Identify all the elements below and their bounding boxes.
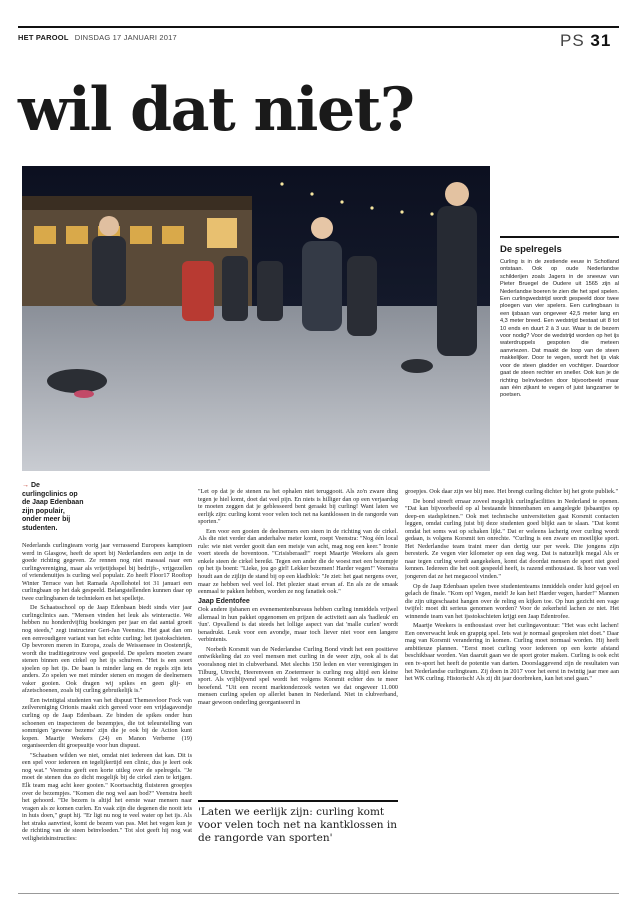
page-number: 31 <box>590 31 612 50</box>
sidebar-rule <box>500 236 619 238</box>
sidebar-title: De spelregels <box>500 244 562 255</box>
footer-rule <box>18 893 619 894</box>
masthead <box>18 33 177 42</box>
paragraph: Een twintigtal studenten van het dispuut Themesvloor Fock van zeilvereniging Orionis maakt zich gereed voor een vrijdagavondje curling op de Jaap Edenbaan. Ze binden de spikes onder hun schoenen en inspecteren de bezempjes, die tot teleurstelling van sommigen 'gewone bezems' zijn die je ook bij de Action kunt kopen. Maartje Weekers (24) en Manon Verberne (19) organiseerden dit groepsuitje voor hun dispuut. <box>22 696 192 750</box>
section-code: PS <box>560 31 585 50</box>
paragraph: De bond streeft ernaar zoveel mogelijk curlingfacilities in Nederland te openen. "Dat kan bijvoorbeeld op al bestaande binnenbanen en aangelegde ijsbaantjes op deep-en stadspleinen." Ook met technische universiteiten gaat Korsmit contacten leggen, omdat curling juist bij deze studenten goed blijkt aan te slaan. "Dat komt omdat het soms wat op schaken lijkt." Dat er weleens lacherig over curling wordt gedaan, is volgens Korsmit ten onrechte. "Curling is een zware en moeilijke sport. Het Nederlandse team traint meer dan dertig uur per week. Die jongens zijn beresterk. Ze vegen vier kilometer op een dag weg. Dat is natuurlijk megal Als er naar tegen curling wordt aangekeken, komt dat doordat mensen de sport niet goed kennen. Iedereen die het ooit gespeeld heeft, is razend enthousiast. Ik hoor van veel jongeren dat ze het megacool vinden." <box>405 497 619 581</box>
rules-sidebar <box>500 236 619 400</box>
paragraph: Ook andere ijsbanen en evenementenbureaus hebben curling inmiddels vrijwel allemaal in hun pakket opgenomen en prijzen de activiteit aan als 'hadleuk' en 'fun'. Opvallend is dat steeds het lollige aspect van dat 'malle curlen' wordt benadrukt. Leuk voor een avondje, maar toch liever niet voor een langere verbintenis. <box>198 606 398 644</box>
paper-name: HET PAROOL <box>18 33 69 42</box>
caption-text: De curlingclinics op de Jaap Edenbaan zijn populair, onder meer bij studenten. <box>22 482 84 532</box>
article-column-1 <box>22 542 192 878</box>
issue-date: DINSDAG 17 JANUARI 2017 <box>74 33 177 42</box>
curling-photo <box>22 166 490 471</box>
paragraph: Op de Jaap Edenbaan spelen twee studententeams inmiddels onder luid gejoel en gelach de finale. "Kom op! Vegen, meid! Je kan het! Harder vegen, harder!" Mannen die zijn uitgeschaatst hangen over de reling en kijken toe. Op hun gezicht een vage twijfel: moet dit serieus genomen worden? Voor de zekerheid lachen ze niet. Het winnende team van het ijsstokschieten krijgt een Jaap Edentrofee. <box>405 582 619 620</box>
subheading: Jaap Edentofee <box>198 597 250 605</box>
sidebar-text: Curling is in de zestiende eeuw in Schotland ontstaan. Ook op oude Nederlandse schilderijen zoals Jagers in de sneeuw van Pieter Bruegel de Oudere uit 1565 zijn al Nederlandse boeren te zien die het spel spelen. Een curlingwedstrijd wordt gespeeld door twee ploegen van vier spelers. Een curlingbaan is een ijsbaan van ongeveer 42,5 meter lang en 4,3 meter breed. Een wedstrijd bestaat uit 8 tot 10 ends en duurt 2 à 3 uur. Waar is de bezem voor nodig? Voor de wedstrijd worden op het ijs waterdruppels gespoten die meteen aanvriezen. Dat maakt de loop van de steen makkelijker. Door te vegen, wordt het ijs vlak voor de steen gladder en vochtiger. Daardoor gaat de steen rechter en sneller. Ook kun je de richting beïnvloeden door bijvoorbeeld maar aan één zijkant te vegen of juist langzamer te poetsen. <box>500 259 619 399</box>
curling-photo-illustration <box>22 166 490 471</box>
header-rule <box>18 26 619 28</box>
photo-caption <box>22 482 84 534</box>
caption-arrow-icon: → <box>22 482 29 489</box>
article-column-3 <box>405 488 619 872</box>
headline: wil dat niet? <box>18 75 414 145</box>
paragraph: De Schaatsschool op de Jaap Edenbaan biedt sinds vier jaar curlingclinics aan. "Mensen vinden het leuk als winteractie. We hebben nu honderdvijftig boekingen per jaar en dat aantal groeit nog steeds," zegt instructeur Gert-Jan Veenstra. Het gaat dan om een eenvoudigere variant van het echte curling: het ijsstokschieten. Op bevroren meren in Europa, zoals de Weissensee in Oostenrijk, wordt die traditiegetrouw veel gespeeld. De spelers moeten zware stenen binnen een cirkel op het ijs schuiven. "Het is een soort sjoelen op het ijs. De baan is minder lang en de regels zijn iets anders. Zo spelen we met minder stenen en mogen de deelnemers vaker gooien. Ook dragen wij spikes en geen glij- en afzetschoenen, zoals bij curling gebruikelijk is." <box>22 604 192 695</box>
paragraph: Nederlands curlingteam vorig jaar verrassend Europees kampioen werd in Glasgow, heeft de sport bij Nederlanders een zetje in de goede richting gegeven. Ze rennen nog niet massaal naar een curlingvereniging, maar als vrijetijdsspel bij bedrijfs-, vrijgezellen of vriendenuitjes is curling wel populair. Zo heeft Floor17 Rooftop Winter Terrace van het Ramada Apollohotel tot 31 januari een curlingbaan op het dak gespeeld. Belangstellenden kunnen daar op twee curlingbanen de technieken en het spelletje. <box>22 542 192 602</box>
paragraph: Maartje Weekers is enthousiast over het curlingavontuur: "Het was echt lachen! Een onverwacht leuk en grappig spel. Iets wat je normaal gesproken niet doet." Daar mag van Korsmit verandering in komen. Curling moet normaal worden. Hij heeft ambitieuze plannen. "Eerst moet curling voor iedereen op een korte afstand beschikbaar worden. Van daaruit gaan we de sport groter maken. Curling is ook echt een tv-sport het heeft de potentie van darten. Doorslaggevend zijn de resultaten van het Nederlandse curlingteam. Zij doen in 2017 voor het eerst in twintig jaar mee aan het WK curling. Historisch! Als zij dit jaar doorbreken, kan het snel gaan." <box>405 622 619 683</box>
paragraph: groepjes. Ook daar zijn we blij mee. Het brengt curling dichter bij het grote publiek." <box>405 488 619 495</box>
paragraph: "Schaatsen wilden we niet, omdat niet iedereen dat kan. Dit is een spel voor iedereen en tegelijkertijd een clinic, dus je leert ook nog wat." Veenstra geeft een korte uitleg over de spelregels. "Je moet de stenen dus zo dicht mogelijk bij de cirkel zien te krijgen. Elk team mag acht keer gooien." Koortsachtig fluisteren groepjes over de bezempjes. "Komen die nog wel aan bod?" Veenstra heeft het gehoord. "De bezem is altijd het eerste waar mensen naar vragen als ze komen curlen. En vaak zijn die degenen die nooit iets in huis doen," grapt hij. "Er ligt nu nog te veel water op het ijs. Als het straks aanvriest, komt de bezem van pas. Met het vegen kun je de richting van de steen beïnvloeden." Tot slot geeft hij nog wat veiligheidsinstructies: <box>22 751 192 842</box>
paragraph: "Let op dat je de stenen na het ophalen niet teruggooit. Als zo'n zware ding tegen je hiel komt, doet dat veel pijn. En niets is hilliger dan op een verjaardag te moeten zeggen dat je geblesseerd bent geraakt bij curling! Want laten we eerlijk zijn: curling komt voor velen toch net na kantklossen in de rangorde van sporten." <box>198 488 398 526</box>
section-page-number <box>560 31 611 51</box>
article-column-2 <box>198 488 398 790</box>
paragraph: Een voor een gooien de deelnemers een steen in de richting van de cirkel. Als die niet verder dan anderhalve meter komt, roept Veenstra: "Nog één local rule: wie niet verder gooit dan een meisje van acht, mag nog een keer." Ironie voert steeds de boventoon. "Crisisberaad!" roept Maartje Weekers als geen enkele steen de cirkel bereikt. Tegen een ander die de woest met een bezempje op het ijs boent: "Lieke, jou go girl! Lekker bezemen! Harder vegen!" Veenstra houdt aan de zijlijn de stand bij op een kladblok: "Je ziet: het gaat nergens over, maar ze hebben wel veel lol. Het plezier staat ervan af. En als ze de smaak eenmaal te pakken hebben, worden ze nog fanatiek ook." <box>198 527 398 596</box>
pull-quote: 'Laten we eerlijk zijn: curling komt voor velen toch net na kantklossen in de rangorde van sporten' <box>198 800 398 845</box>
paragraph: Norbeth Korsmit van de Nederlandse Curling Bond vindt het een positieve ontwikkeling dat zo veel mensen met curling in de weer zijn, ook al is dat vooralsnog niet in clubverband. Met slechts 150 leden en vier verenigingen in Tilburg, Utrecht, Heerenveen en Zoetermeer is curling nog altijd een kleine sport. Als vrijblijvend spel wordt het volgens Korsmit echter des te meer beoefend. "Uit een recent marktonderzoek weten we dat ongeveer 11.000 mensen curling spelen op allerlei banen in Nederland. Niet in clubverband, maar gewoon onderling georganiseerd in <box>198 645 398 706</box>
